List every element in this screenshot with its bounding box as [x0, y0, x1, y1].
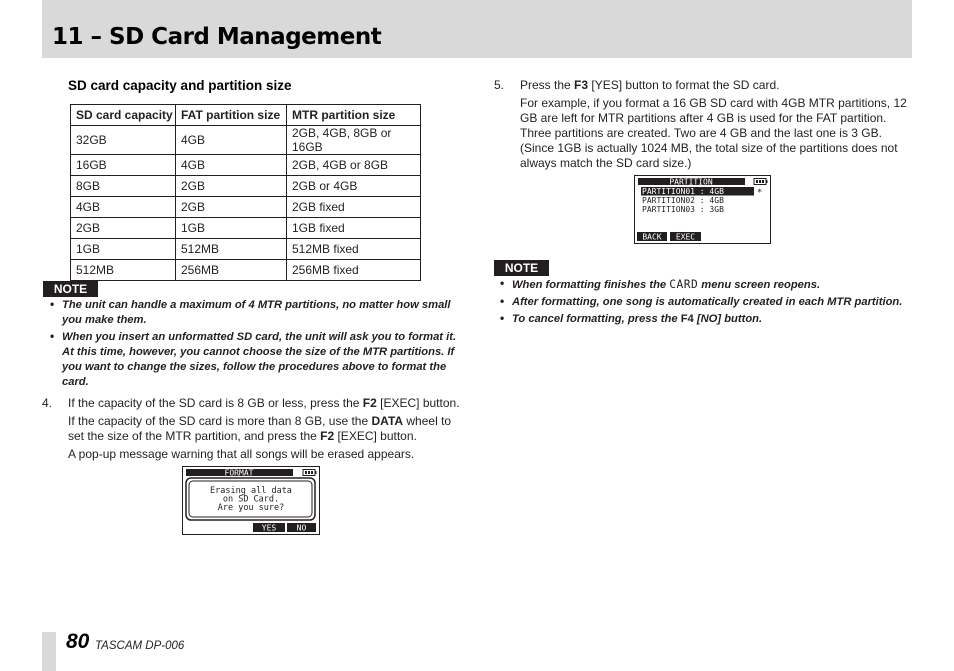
section-title: SD card capacity and partition size	[68, 78, 292, 93]
table-header-row	[71, 105, 421, 126]
table-row	[71, 218, 421, 239]
table-cell: 4GB	[176, 126, 287, 155]
table-cell: 256MB fixed	[287, 260, 421, 281]
table-row	[71, 155, 421, 176]
capacity-table	[70, 104, 421, 281]
lcd-partition-screen	[634, 175, 771, 244]
table-cell: 2GB	[71, 218, 176, 239]
column-header: MTR partition size	[287, 105, 421, 126]
lcd-line: PARTITION03 : 3GB	[642, 205, 724, 214]
table-cell: 2GB	[176, 176, 287, 197]
lcd-card-label: CARD	[669, 278, 699, 291]
lcd-line: Erasing all data	[210, 486, 292, 496]
table-row	[71, 260, 421, 281]
step-paragraph: If the capacity of the SD card is 8 GB or less, press the F2 [EXEC] button.	[68, 396, 460, 410]
step-5	[494, 78, 914, 174]
table-row	[71, 239, 421, 260]
table-cell: 2GB, 4GB or 8GB	[287, 155, 421, 176]
lcd-no-button: NO	[296, 523, 307, 533]
battery-icon	[303, 470, 317, 476]
table-cell: 512MB	[71, 260, 176, 281]
lcd-back-button: BACK	[642, 232, 662, 242]
table-cell: 256MB	[176, 260, 287, 281]
table-cell: 512MB fixed	[287, 239, 421, 260]
table-cell: 8GB	[71, 176, 176, 197]
table-cell: 2GB	[176, 197, 287, 218]
lcd-line-selected: PARTITION01 : 4GB	[642, 187, 724, 196]
battery-icon	[754, 179, 768, 185]
note-label: NOTE	[494, 260, 549, 276]
lcd-line: PARTITION02 : 4GB	[642, 196, 724, 205]
table-row	[71, 126, 421, 155]
note-item: • To cancel formatting, press the F4 [NO] button.	[499, 312, 917, 327]
step-paragraph: If the capacity of the SD card is more than 8 GB, use the DATA wheel to set the size of the MTR partition, and press the F2 [EXEC] button.	[68, 414, 452, 443]
table-row	[71, 176, 421, 197]
table-cell: 16GB	[71, 155, 176, 176]
table-cell: 2GB or 4GB	[287, 176, 421, 197]
lcd-line: Are you sure?	[217, 503, 285, 513]
step-number: 5.	[494, 78, 505, 92]
step-number: 4.	[42, 396, 53, 410]
lcd-format-screen	[182, 466, 320, 535]
footer-brand: TASCAM DP-006	[95, 640, 185, 652]
step-paragraph: For example, if you format a 16 GB SD card with 4GB MTR partitions, 12 GB are left for MTR partitions after 4 GB is used for the FAT partition. Three partitions are created. Two are 4 GB and the last one is 3 GB. (Since 1GB is actually 1024 MB, the total size of the partitions does not always match the SD card size.)	[520, 96, 907, 170]
note-item: • When you insert an unformatted SD card, the unit will ask you to format it. At this time, however, you cannot choose the size of the MTR partitions. If you want to change the sizes, follow the procedures above to format the card.	[49, 330, 461, 390]
note-item: • After formatting, one song is automatically created in each MTR partition.	[499, 295, 917, 310]
column-header: FAT partition size	[176, 105, 287, 126]
lcd-exec-button: EXEC	[675, 232, 696, 242]
table-cell: 1GB	[71, 239, 176, 260]
lcd-title: FORMAT	[224, 468, 254, 478]
step-4	[42, 396, 462, 465]
note-list	[49, 298, 461, 392]
note-label: NOTE	[43, 281, 98, 297]
note-item: • The unit can handle a maximum of 4 MTR partitions, no matter how small you make them.	[49, 298, 461, 328]
table-cell: 32GB	[71, 126, 176, 155]
table-cell: 2GB, 4GB, 8GB or 16GB	[287, 126, 421, 155]
step-paragraph: A pop-up message warning that all songs will be erased appears.	[68, 447, 415, 461]
footer-bar	[42, 632, 56, 671]
note-item: • When formatting finishes the CARD menu screen reopens.	[499, 277, 917, 293]
table-row	[71, 197, 421, 218]
lcd-title: PARTITION	[669, 177, 713, 187]
table-cell: 4GB	[176, 155, 287, 176]
column-header: SD card capacity	[71, 105, 176, 126]
chapter-title: 11 – SD Card Management	[52, 24, 382, 50]
table-cell: 4GB	[71, 197, 176, 218]
page-number: 80	[66, 630, 90, 653]
step-paragraph: Press the F3 [YES] button to format the SD card.	[520, 78, 780, 92]
note-list	[499, 277, 917, 329]
lcd-yes-button: YES	[261, 523, 277, 533]
table-cell: 1GB	[176, 218, 287, 239]
chapter-header	[42, 0, 912, 58]
lcd-line: on SD Card.	[222, 494, 280, 505]
lcd-marker: *	[757, 188, 763, 198]
table-cell: 2GB fixed	[287, 197, 421, 218]
table-cell: 512MB	[176, 239, 287, 260]
table-cell: 1GB fixed	[287, 218, 421, 239]
